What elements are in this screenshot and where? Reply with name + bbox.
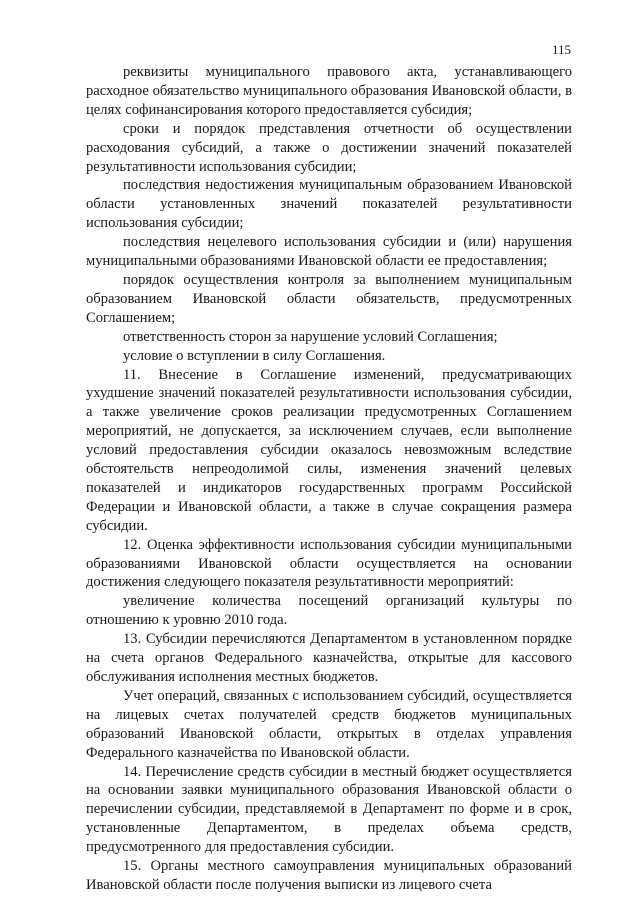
paragraph-liability: ответственность сторон за нарушение условий Соглашения; [123,328,498,345]
paragraph-accounting: Учет операций, связанных с использованием субсидий, осуществляется на лицевых счетах получателей средств бюджетов муниципальных образований Ивановской области, открытых в отделах управления Федерального казначейства по Ивановской области. [86,687,572,761]
paragraph-reporting-terms: сроки и порядок представления отчетности об осуществлении расходования субсидий, а также о достижении значений показателей результативности использования субсидии; [86,120,572,175]
paragraph-item-13: 13. Субсидии перечисляются Департаментом в установленном порядке на счета органов Федерального казначейства, открытые для кассового обслуживания исполнения местных бюджетов. [86,631,572,685]
paragraph-underachievement-consequences: последствия недостижения муниципальным образованием Ивановской области установленных значений показателей результативности использования субсидии; [86,177,572,232]
paragraph-item-12: 12. Оценка эффективности использования субсидии муниципальными образованиями Ивановской области осуществляется на основании достижения следующего показателя результативности мероприятий: [86,536,572,591]
body-text [86,63,572,895]
paragraph-entry-into-force: условие о вступлении в силу Соглашения. [123,347,386,364]
paragraph-item-11: 11. Внесение в Соглашение изменений, предусматривающих ухудшение значений показателей результативности использования субсидии, а также увеличение сроков реализации предусмотренных Соглашением мероприятий, не допускается, за исключением случаев, если выполнение условий предоставления субсидии оказалось невозможным вследствие обстоятельств непреодолимой силы, изменения значений целевых показателей и индикаторов государственных программ Российской Федерации и Ивановской области, а также в случае сокращения размера субсидии. [86,366,572,534]
paragraph-misuse-consequences: последствия нецелевого использования субсидии и (или) нарушения муниципальными образованиями Ивановской области ее предоставления; [86,234,572,270]
paragraph-item-14: 14. Перечисление средств субсидии в местный бюджет осуществляется на основании заявки муниципального образования Ивановской области о перечислении субсидии, представляемой в Департамент по форме и в срок, установленные Департаментом, в пределах объема средств, предусмотренного для предоставления субсидии. [86,763,572,856]
paragraph-item-15: 15. Органы местного самоуправления муниципальных образований Ивановской области после получения выписки из лицевого счета [86,858,572,893]
paragraph-indicator: увеличение количества посещений организаций культуры по отношению к уровню 2010 года. [86,593,572,629]
paragraph-requisites: реквизиты муниципального правового акта, устанавливающего расходное обязательство муниципального образования Ивановской области, в целях софинансирования которого предоставляется субсидия; [86,64,572,118]
paragraph-control-procedure: порядок осуществления контроля за выполнением муниципальным образованием Ивановской области обязательств, предусмотренных Соглашением; [86,271,572,326]
page-number: 115 [551,42,571,57]
